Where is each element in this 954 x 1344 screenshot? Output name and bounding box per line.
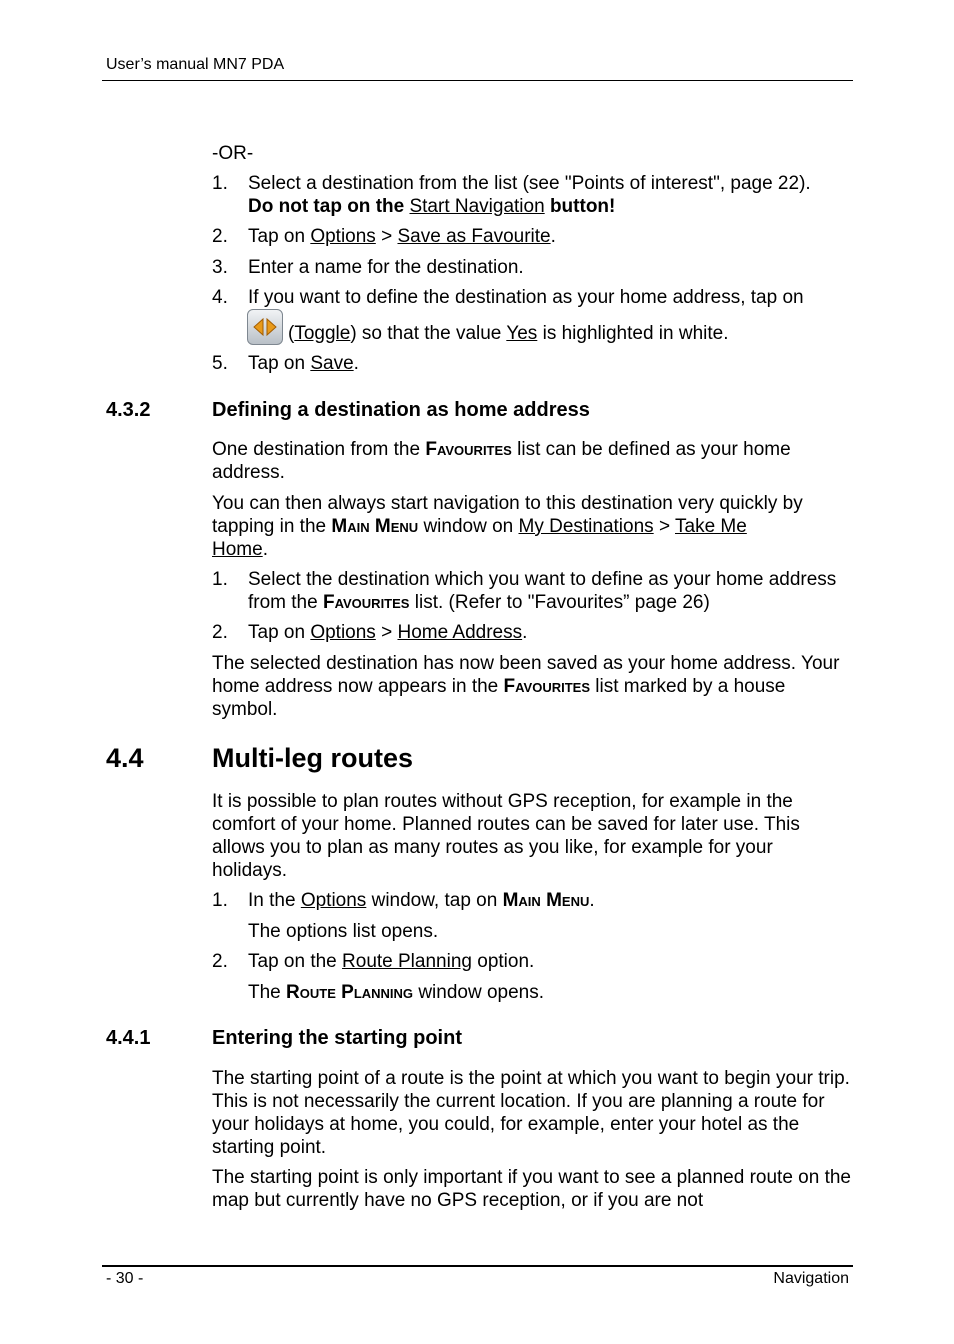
separator: > [381, 226, 393, 247]
route-planning-link[interactable]: Route Planning [342, 951, 472, 972]
paren: ( [288, 323, 295, 344]
save-link[interactable]: Save [310, 353, 354, 374]
text: list marked by a house symbol. [212, 676, 786, 720]
text: The [248, 982, 281, 1003]
my-destinations-link[interactable]: My Destinations [518, 516, 654, 537]
list-number: 1. [212, 173, 228, 194]
step-text: window, tap on [371, 890, 498, 911]
step-text: In the [248, 890, 296, 911]
step-result [248, 981, 852, 1004]
paragraph [212, 438, 852, 484]
toggle-instruction [288, 322, 728, 345]
step-text: Tap on [248, 226, 306, 247]
text: You can then always start navigation to this destination very quickly by tapping in the [212, 493, 803, 537]
separator: > [658, 516, 671, 537]
take-me-home-link[interactable]: Take Me [675, 516, 747, 537]
main-menu-term: Main Menu [331, 516, 419, 537]
options-link[interactable]: Options [310, 622, 376, 643]
main-menu-term: Main Menu [502, 890, 590, 911]
warning-text-end: button! [549, 196, 616, 217]
text: The selected destination has now been saved as your home address. Your home address now appears in the [212, 653, 840, 697]
step-text: list. (Refer to "Favourites” page 26) [414, 592, 710, 613]
take-me-home-link[interactable]: Home [212, 539, 263, 560]
route-planning-term: Route Planning [286, 982, 414, 1003]
or-label: -OR- [212, 143, 254, 164]
step-text: Tap on [248, 622, 306, 643]
start-navigation-link[interactable]: Start Navigation [409, 196, 545, 217]
footer-rule [102, 1265, 853, 1267]
punctuation: . [353, 353, 359, 374]
paragraph: The starting point of a route is the point at which you want to begin your trip. This is not necessarily the current location. If you are planning a route for your holidays at home, you could, for example, enter your hotel as the starting point. [212, 1068, 850, 1158]
punctuation: . [522, 622, 528, 643]
list-number: 2. [212, 951, 228, 972]
list-number: 4. [212, 287, 228, 308]
step-text: Enter a name for the destination. [248, 257, 524, 278]
separator: > [381, 622, 393, 643]
punctuation: . [550, 226, 556, 247]
favourites-term: Favourites [503, 676, 590, 697]
warning-text: Do not tap on the [248, 196, 405, 217]
header-rule [102, 80, 853, 81]
step-text: Select the destination which you want to define as your home address from the [248, 569, 837, 613]
options-link[interactable]: Options [310, 226, 376, 247]
list-number: 2. [212, 226, 228, 247]
text: window opens. [418, 982, 545, 1003]
save-as-favourite-link[interactable]: Save as Favourite [397, 226, 551, 247]
section-number: 4.4 [106, 743, 144, 773]
paragraph: The starting point is only important if you want to see a planned route on the map but currently have no GPS reception, or if you are not [212, 1167, 851, 1211]
section-number: 4.4.1 [106, 1027, 151, 1049]
text: list can be defined as your home address. [212, 439, 791, 483]
toggle-arrows-icon[interactable] [247, 309, 283, 345]
footer-section: Navigation [773, 1270, 849, 1287]
paragraph [212, 492, 852, 561]
page-number: - 30 - [106, 1270, 144, 1287]
section-title: Defining a destination as home address [212, 399, 590, 421]
list-number: 1. [212, 569, 228, 590]
paragraph: It is possible to plan routes without GPS reception, for example in the comfort of your home. Planned routes can be saved for later use. This allows you to plan as many routes as you like, for example for your holidays. [212, 791, 800, 881]
step-text: ) so that the value [350, 323, 502, 344]
toggle-link[interactable]: Toggle [294, 323, 351, 344]
options-link[interactable]: Options [300, 890, 367, 911]
list-number: 1. [212, 890, 228, 911]
step-text: Tap on the [248, 951, 337, 972]
text: One destination from the [212, 439, 421, 460]
punctuation: . [262, 539, 268, 560]
section-number: 4.3.2 [106, 399, 151, 421]
list-number: 2. [212, 622, 228, 643]
favourites-term: Favourites [425, 439, 512, 460]
punctuation: . [589, 890, 595, 911]
page-header: User’s manual MN7 PDA [106, 56, 285, 73]
text: window on [423, 516, 514, 537]
paragraph [212, 652, 852, 721]
favourites-term: Favourites [322, 592, 410, 613]
list-number: 5. [212, 353, 228, 374]
list-number: 3. [212, 257, 228, 278]
step-text: Tap on [248, 353, 306, 374]
step-text: option. [477, 951, 535, 972]
home-address-link[interactable]: Home Address [397, 622, 523, 643]
section-title: Entering the starting point [212, 1027, 462, 1049]
step-text: If you want to define the destination as your home address, tap on [248, 287, 804, 308]
section-title: Multi-leg routes [212, 743, 413, 773]
step-text: Select a destination from the list (see "Points of interest", page 22). [248, 173, 811, 194]
step-result: The options list opens. [248, 921, 439, 942]
yes-link[interactable]: Yes [506, 323, 538, 344]
step-text: is highlighted in white. [542, 323, 729, 344]
